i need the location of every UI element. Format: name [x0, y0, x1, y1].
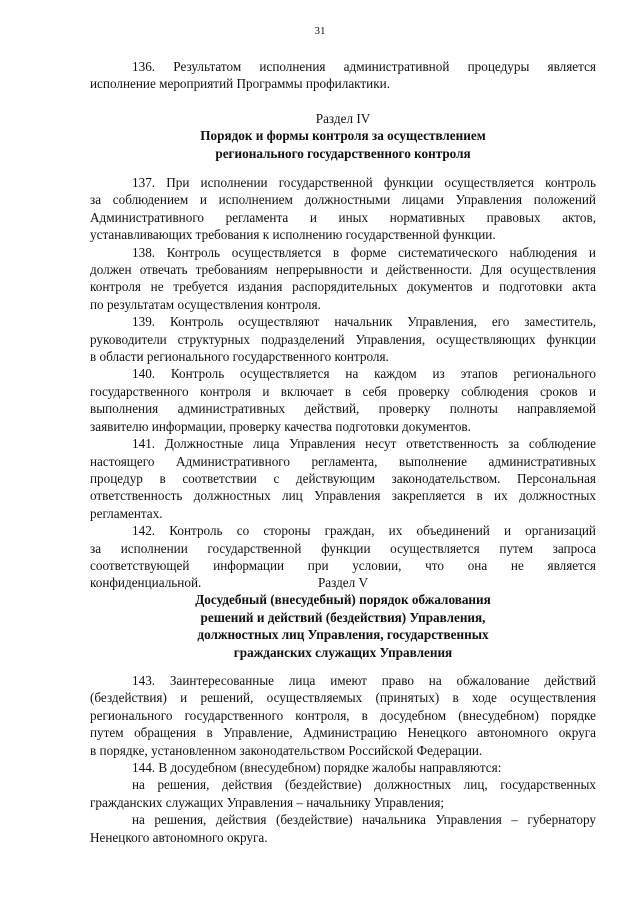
section-5-heading	[90, 574, 596, 661]
paragraph-line: исполнение мероприятий Программы профилактики.	[90, 76, 390, 92]
section-title-line: Досудебный (внесудебный) порядок обжалования	[195, 592, 491, 608]
paragraph-line: 136. Результатом исполнения административной процедуры является	[132, 59, 596, 74]
paragraph-line: на решения, действия (бездействие) начальника Управления – губернатору	[132, 812, 596, 828]
paragraph-line: 144. В досудебном (внесудебном) порядке жалобы направляются:	[132, 760, 502, 776]
section-title-line: решений и действий (бездействия) Управления,	[200, 609, 486, 625]
section-title-line: должностных лиц Управления, государственных	[197, 627, 489, 643]
paragraph-144-item-2	[90, 811, 596, 846]
paragraph-line: гражданских служащих Управления – начальнику Управления;	[90, 794, 445, 810]
paragraph-138	[90, 244, 596, 314]
paragraph-line: регионального государственного контроля, в досудебном (внесудебном) порядке	[90, 707, 596, 723]
section-5-body	[90, 672, 596, 846]
paragraph-line: на решения, действия (бездействие) должностных лиц, государственных	[132, 777, 596, 793]
section-label: Раздел V	[317, 575, 369, 590]
paragraph-line: Административного регламента и иных нормативных правовых актов,	[90, 209, 596, 225]
paragraph-line: конфиденциальной.	[90, 575, 202, 591]
paragraph-line: ответственность должностных лиц Управления закрепляется в их должностных	[90, 488, 596, 504]
paragraph-144-item-1	[90, 776, 596, 811]
paragraph-137	[90, 174, 596, 244]
paragraph-line: 142. Контроль со стороны граждан, их объединений и организаций	[132, 523, 596, 539]
paragraph-141	[90, 435, 596, 522]
page-number: 31	[314, 25, 326, 37]
paragraph-line: руководители структурных подразделений Управления, осуществляющих функции	[90, 331, 596, 347]
paragraph-line: процедур в соответствии с действующим законодательством. Персональная	[90, 470, 596, 486]
paragraph-line: контроля не требуется издания распорядительных документов и подготовки акта	[90, 279, 596, 295]
paragraph-line: по результатам осуществления контроля.	[90, 296, 321, 312]
paragraph-line: за исполнении государственной функции осуществляется путем запроса	[90, 540, 596, 556]
paragraph-line: регламентах.	[90, 505, 163, 521]
section-title-line: регионального государственного контроля	[215, 145, 471, 161]
paragraph-144	[90, 759, 596, 776]
paragraph-136	[90, 58, 596, 93]
paragraph-line: 138. Контроль осуществляется в форме систематического наблюдения и	[132, 244, 596, 260]
paragraph-line: (бездействия) и решений, осуществляемых (принятых) в ходе осуществления	[90, 690, 596, 706]
paragraph-143	[90, 672, 596, 759]
paragraph-line: выполнения административных действий, проверку полноты направляемой	[90, 401, 596, 417]
paragraph-line: должен отвечать требованиям непрерывности и действенности. Для осуществления	[90, 262, 596, 278]
paragraph-line: заявителю информации, проверку качества подготовки документов.	[90, 418, 471, 434]
paragraph-line: 139. Контроль осуществляют начальник Управления, его заместитель,	[132, 314, 596, 330]
section-title-line: Порядок и формы контроля за осуществлением	[200, 128, 486, 144]
paragraph-line: Ненецкого автономного округа.	[90, 829, 268, 845]
paragraph-line: 141. Должностные лица Управления несут ответственность за соблюдение	[132, 436, 596, 452]
section-label: Раздел IV	[315, 111, 371, 126]
paragraph-line: устанавливающих требования к исполнению государственной функции.	[90, 227, 496, 243]
paragraph-line: в порядке, установленном законодательством Российской Федерации.	[90, 742, 483, 758]
section-title-line: гражданских служащих Управления	[233, 644, 453, 660]
paragraph-line: настоящего Административного регламента, выполнение административных	[90, 453, 596, 469]
paragraph-line: за соблюдением и исполнением должностными лицами Управления положений	[90, 192, 596, 208]
section-4-body	[90, 174, 596, 592]
paragraph-line: 137. При исполнении государственной функции осуществляется контроль	[132, 175, 596, 190]
paragraph-140	[90, 365, 596, 435]
paragraph-line: путем обращения в Управление, Администрацию Ненецкого автономного округа	[90, 725, 596, 741]
paragraph-line: соответствующей информации при условии, что она не является	[90, 557, 596, 573]
paragraph-139	[90, 313, 596, 365]
paragraph-line: 143. Заинтересованные лица имеют право на обжалование действий	[132, 673, 596, 688]
paragraph-line: государственного контроля и включает в себя проверку соблюдения сроков и	[90, 383, 596, 399]
paragraph-line: 140. Контроль осуществляется на каждом из этапов регионального	[132, 366, 596, 382]
paragraph-line: в области регионального государственного контроля.	[90, 349, 389, 365]
section-4-heading	[90, 110, 596, 162]
